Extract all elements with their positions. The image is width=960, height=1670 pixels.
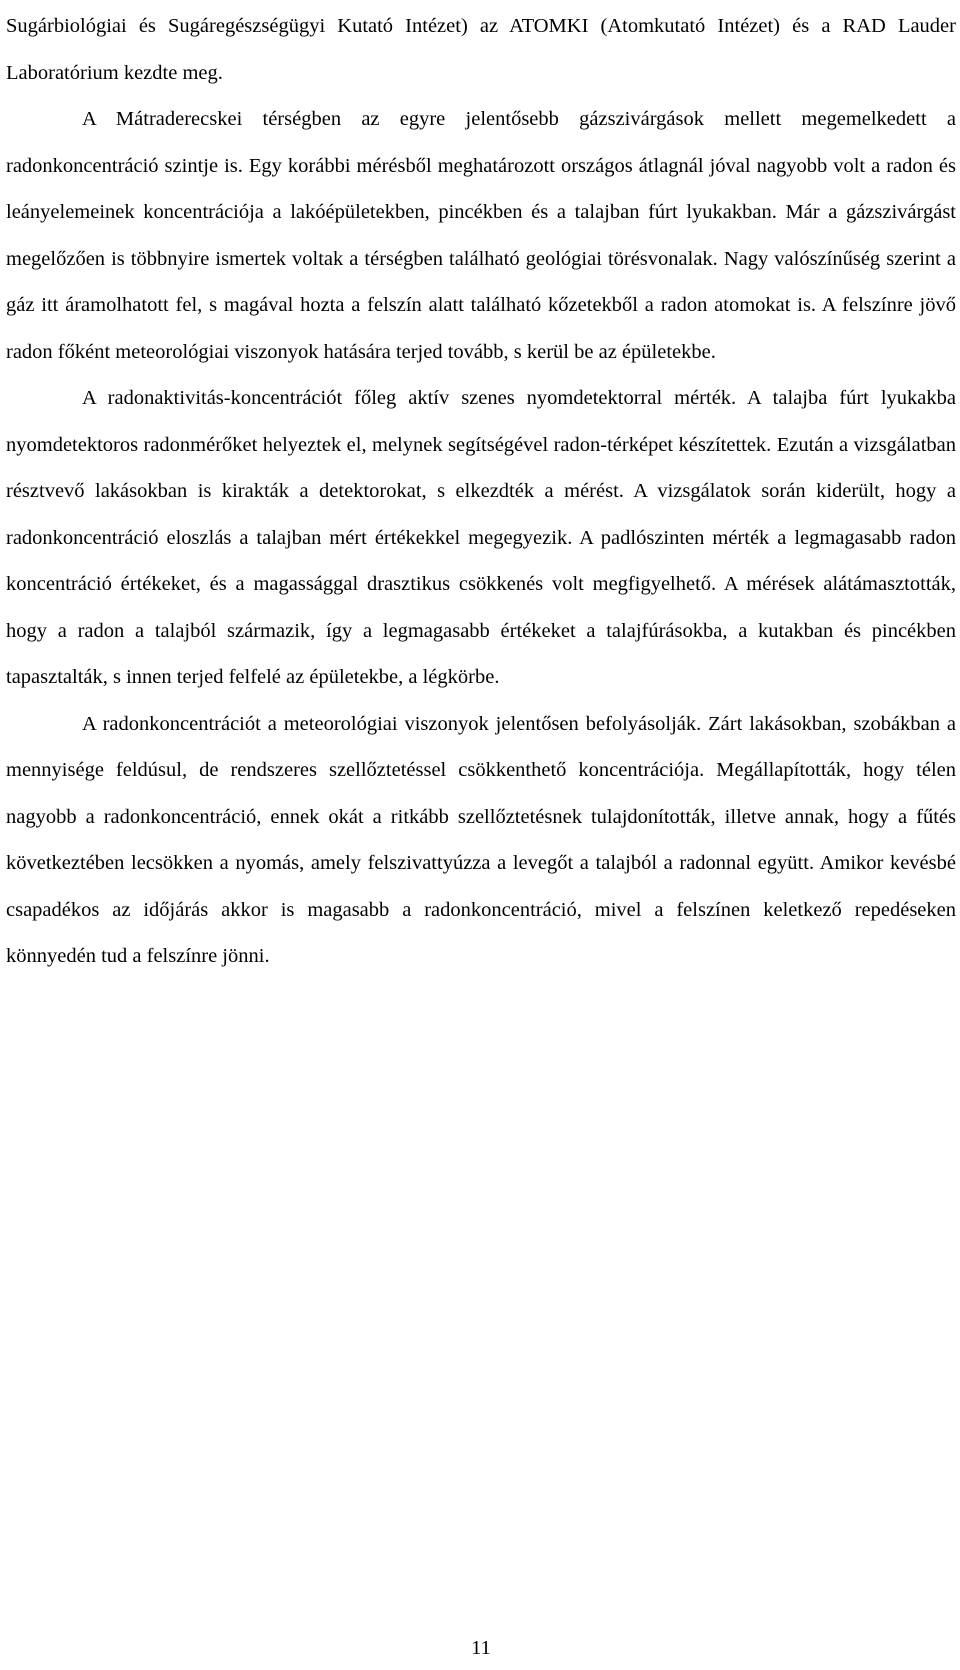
body-text — [6, 3, 956, 980]
paragraph-radon-measurement: A radonaktivitás-koncentrációt főleg aktív szenes nyomdetektorral mérték. A talajba fúrt lyukakba nyomdetektoros radonmérőket helyeztek el, melynek segítségével radon-térképet készítettek. Ezután a vizsgálatban résztvevő lakásokban is kirakták a detektorokat, s elkezdték a mérést. A vizsgálatok során kiderült, hogy a radonkoncentráció eloszlás a talajban mért értékekkel megegyezik. A padlószinten mérték a legmagasabb radon koncentráció értékeket, és a magassággal drasztikus csökkenés volt megfigyelhető. A mérések alátámasztották, hogy a radon a talajból származik, így a legmagasabb értékeket a talajfúrásokba, a kutakban és pincékben tapasztalták, s innen terjed felfelé az épületekbe, a légkörbe. — [6, 387, 956, 688]
document-page — [6, 0, 956, 1670]
paragraph-continuation: Sugárbiológiai és Sugáregészségügyi Kutató Intézet) az ATOMKI (Atomkutató Intézet) és a RAD Lauder Laboratórium kezdte meg. — [6, 15, 956, 84]
paragraph-matraderecske-gas-leaks: A Mátraderecskei térségben az egyre jelentősebb gázszivárgások mellett megemelkedett a radonkoncentráció szintje is. Egy korábbi mérésből meghatározott országos átlagnál jóval nagyobb volt a radon és leányelemeinek koncentrációja a lakóépületekben, pincékben és a talajban fúrt lyukakban. Már a gázszivárgást megelőzően is többnyire ismertek voltak a térségben található geológiai törésvonalak. Nagy valószínűség szerint a gáz itt áramolhatott fel, s magával hozta a felszín alatt található kőzetekből a radon atomokat is. A felszínre jövő radon főként meteorológiai viszonyok hatására terjed tovább, s kerül be az épületekbe. — [6, 108, 956, 363]
paragraph-meteorological-influence: A radonkoncentrációt a meteorológiai viszonyok jelentősen befolyásolják. Zárt lakásokban, szobákban a mennyisége feldúsul, de rendszeres szellőztetéssel csökkenthető koncentrációja. Megállapították, hogy télen nagyobb a radonkoncentráció, ennek okát a ritkább szellőztetésnek tulajdonították, illetve annak, hogy a fűtés következtében lecsökken a nyomás, amely felszivattyúzza a levegőt a talajból a radonnal együtt. Amikor kevésbé csapadékos az időjárás akkor is magasabb a radonkoncentráció, mivel a felszínen keletkező repedéseken könnyedén tud a felszínre jönni. — [6, 712, 956, 967]
page-number: 11 — [471, 1637, 491, 1659]
